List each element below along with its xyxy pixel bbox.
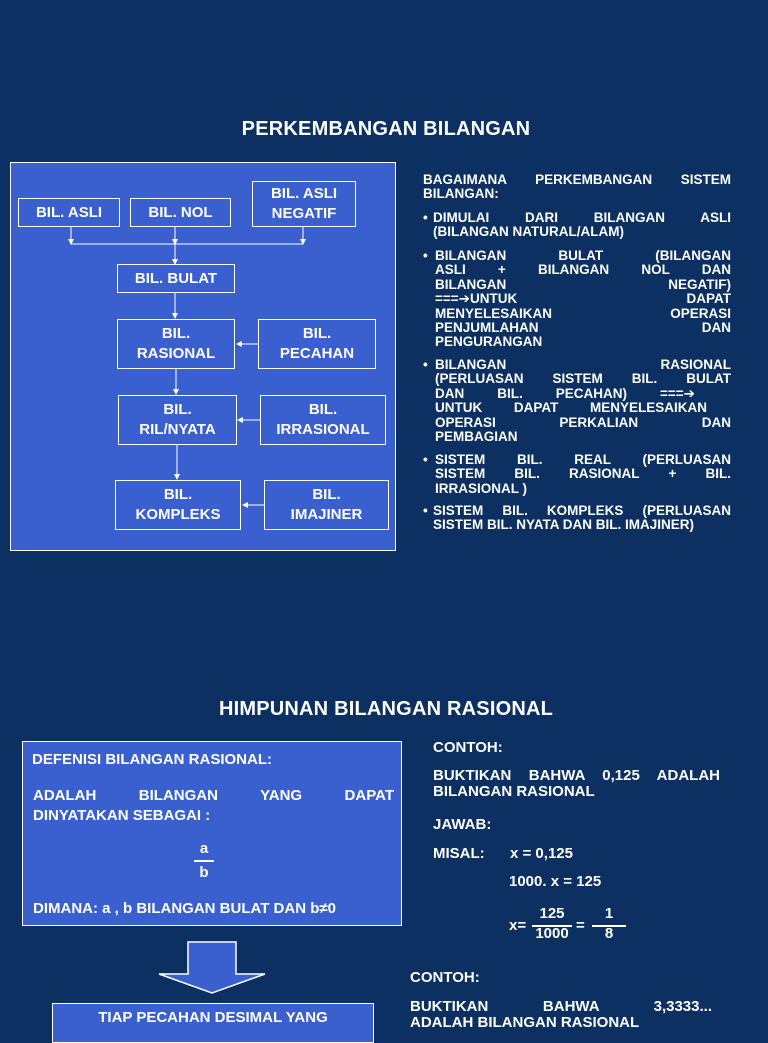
answer-label: JAWAB:	[433, 816, 492, 833]
fraction-1-over-8	[592, 905, 626, 943]
fraction-denominator: 8	[604, 925, 614, 942]
bullet-item-asli: DIMULAI DARI BILANGAN ASLI (BILANGAN NATURAL/ALAM)	[433, 210, 731, 240]
node-bil-kompleks: BIL. KOMPLEKS	[115, 480, 241, 530]
example-2-line-2: ADALAH BILANGAN RASIONAL	[410, 1014, 640, 1031]
section-title-himpunan: HIMPUNAN BILANGAN RASIONAL	[218, 698, 554, 720]
example-2-label: CONTOH:	[410, 969, 480, 986]
bullet-mark: •	[423, 452, 428, 467]
equation-2: 1000. x = 125	[509, 873, 602, 890]
node-bil-rasional: BIL. RASIONAL	[117, 319, 235, 369]
definition-line-1: ADALAH BILANGAN YANG DAPAT	[33, 787, 394, 804]
node-bil-asli-negatif: BIL. ASLI NEGATIF	[252, 181, 356, 227]
example-1-line-2: BILANGAN RASIONAL	[433, 783, 595, 800]
example-2-line-1: BUKTIKAN BAHWA 3,3333...	[410, 998, 712, 1015]
node-bil-bulat: BIL. BULAT	[117, 264, 235, 293]
example-1-line-1: BUKTIKAN BAHWA 0,125 ADALAH	[433, 767, 720, 784]
section-title-perkembangan: PERKEMBANGAN BILANGAN	[241, 118, 531, 140]
fraction-numerator: a	[199, 840, 209, 857]
node-bil-ril-nyata: BIL. RIL/NYATA	[118, 395, 237, 445]
intro-text: BAGAIMANA PERKEMBANGAN SISTEM BILANGAN:	[423, 172, 731, 202]
bullet-mark: •	[423, 357, 428, 372]
node-bil-irrasional: BIL. IRRASIONAL	[260, 395, 386, 445]
node-bil-nol: BIL. NOL	[130, 198, 231, 227]
misal-equation: x = 0,125	[510, 845, 573, 862]
definition-line-2: DINYATAKAN SEBAGAI :	[33, 807, 211, 824]
node-bil-imajiner: BIL. IMAJINER	[264, 480, 389, 530]
misal-label: MISAL:	[433, 845, 485, 862]
fraction-125-over-1000	[532, 905, 572, 943]
bullet-item-bulat: BILANGAN BULAT (BILANGAN ASLI + BILANGAN NOL DAN BILANGAN NEGATIF) ===➔UNTUK DAPAT MENYELESAIKAN OPERASI PENJUMLAHAN DAN PENGURANGAN	[435, 248, 731, 350]
bullet-item-kompleks: SISTEM BIL. KOMPLEKS (PERLUASAN SISTEM BIL. NYATA DAN BIL. IMAJINER)	[433, 503, 731, 533]
bullet-item-rasional: BILANGAN RASIONAL (PERLUASAN SISTEM BIL. BULAT DAN BIL. PECAHAN) ===➔ UNTUK DAPAT MENYELESAIKAN OPERASI PERKALIAN DAN PEMBAGIAN	[435, 357, 731, 445]
bullet-mark: •	[423, 248, 428, 263]
bullet-mark: •	[423, 210, 428, 225]
definition-title: DEFENISI BILANGAN RASIONAL:	[32, 751, 272, 768]
bullet-item-real: SISTEM BIL. REAL (PERLUASAN SISTEM BIL. RASIONAL + BIL. IRRASIONAL )	[435, 452, 731, 496]
fraction-denominator: 1000	[535, 925, 569, 942]
bullet-mark: •	[423, 503, 428, 518]
fraction-numerator: 125	[539, 905, 565, 922]
fraction-denominator: b	[199, 864, 209, 881]
fraction-numerator: 1	[604, 905, 614, 922]
definition-condition: DIMANA: a , b BILANGAN BULAT DAN b≠0	[33, 900, 336, 917]
node-bil-pecahan: BIL. PECAHAN	[258, 319, 376, 369]
equation-3-equals: =	[576, 917, 585, 934]
example-1-label: CONTOH:	[433, 739, 503, 756]
decimal-box-text: TIAP PECAHAN DESIMAL YANG	[98, 1009, 328, 1026]
equation-3-lhs: x=	[509, 917, 527, 934]
node-bil-asli: BIL. ASLI	[18, 198, 120, 227]
